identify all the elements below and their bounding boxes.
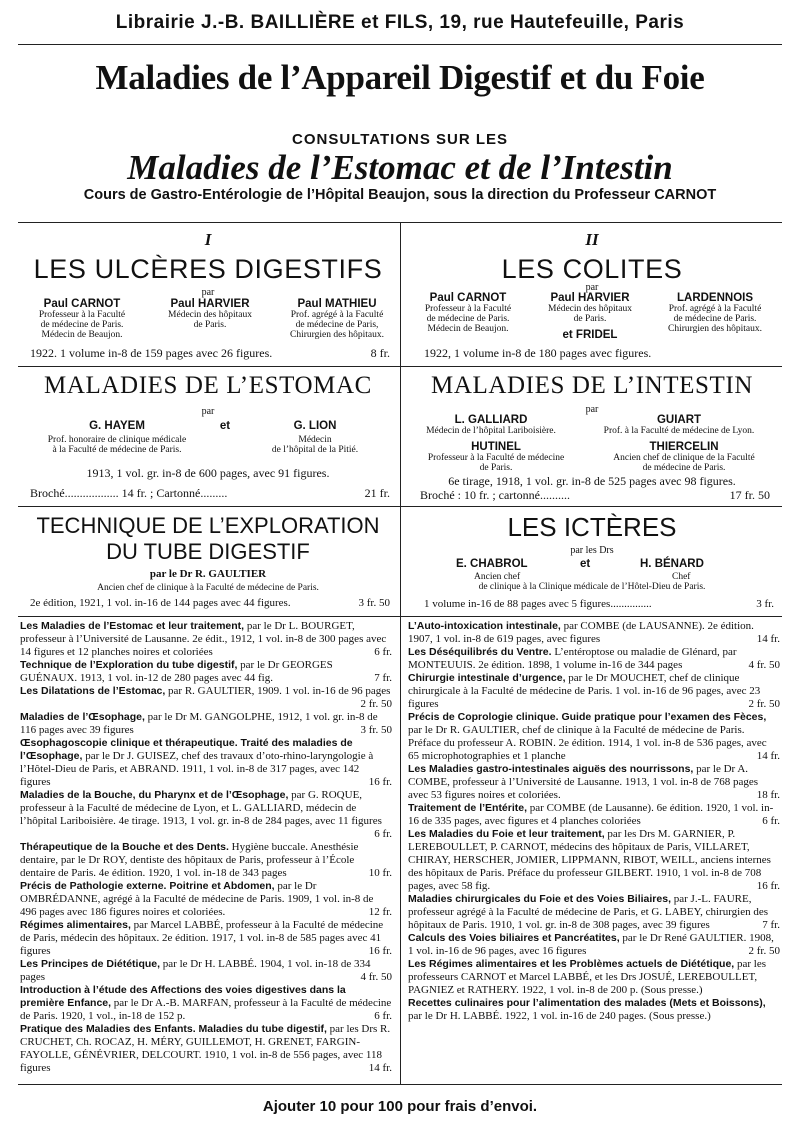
author-benard: H. BÉNARD	[640, 558, 704, 570]
list-item: Maladies chirurgicales du Foie et des Voies Biliaires, par J.-L. FAURE, professeur agrégé à la Faculté de médecine de Paris, et G. LABEY, chirurgien des hôpitaux de Paris. 1910, 1 vol. gr. in-8 de 308 pages, avec 39 figures 7 fr.	[408, 893, 780, 931]
publisher-line: Librairie J.-B. BAILLIÈRE et FILS, 19, rue Hautefeuille, Paris	[115, 12, 685, 33]
list-item: Régimes alimentaires, par Marcel LABBÉ, professeur à la Faculté de médecine de Paris, médecin des hôpitaux. 2e édition. 1917, 1 vol. in-8 de 585 pages avec 41 figures 16 fr.	[20, 919, 392, 957]
list-item: Les Régimes alimentaires et les Problèmes actuels de Diététique, par les professeurs CARNOT et Marcel LABBÉ, et les Drs JOSUÉ, LEREBOULLET, PAGNIEZ et RATHERY. 1922, 1 vol. in-8 de 200 p. (Sous presse.)	[408, 958, 766, 996]
divider	[18, 616, 782, 617]
list-item: Les Dilatations de l’Estomac, par R. GAULTIER, 1909. 1 vol. in-16 de 96 pages 2 fr. 50	[20, 685, 392, 710]
author-affiliation: Chef	[672, 572, 691, 582]
author-carnot: Paul CARNOT Professeur à la Faculté de médecine de Paris. Médecin de Beaujon.	[38, 298, 126, 340]
publication-info: 6e tirage, 1918, 1 vol. gr. in-8 de 525 pages avec 98 figures.	[448, 474, 736, 488]
divider	[18, 366, 782, 367]
list-item: Les Maladies du Foie et leur traitement, par les Drs M. GARNIER, P. LEREBOULLET, P. CARNOT, médecins des hôpitaux de Paris, VILLARET, CHIRAY, HERSCHER, JOMIER, LIPPMANN, RIBOT, WEILL, anciens internes des hôpitaux de Paris. Préface du professeur GILBERT. 1910, 1 vol. in-8 de 708 pages, avec 58 fig. 16 fr.	[408, 828, 780, 892]
author-guiart: GUIART Prof. à la Faculté de médecine de Lyon.	[603, 414, 755, 436]
author-mathieu: Paul MATHIEU Prof. agrégé à la Faculté de médecine de Paris, Chirurgien des hôpitaux.	[289, 298, 385, 340]
author-galliard: L. GALLIARD Médecin de l’hôpital Lariboisière.	[426, 414, 556, 436]
section-title-technique-2: DU TUBE DIGESTIF	[106, 539, 310, 564]
section-title-colites: LES COLITES	[501, 254, 683, 284]
page-title: Maladies de l’Appareil Digestif et du Foie	[95, 58, 705, 97]
list-item: Pratique des Maladies des Enfants. Maladies du tube digestif, par les Drs R. CRUCHET, Ch. ROCAZ, H. MÉRY, GUILLEMOT, H. GRENET, FARGIN-FAYOLLE, GÉNÉVRIER, DELCOURT. 1910, 1 vol. in-8 de 556 pages, avec 118 figures 14 fr.	[20, 1023, 392, 1074]
list-item: Traitement de l’Entérite, par COMBE (de Lausanne). 6e édition. 1920, 1 vol. in-16 de 335 pages, avec figures et 4 planches coloriées 6 fr.	[408, 802, 780, 827]
publication-info: 1922, 1 volume in-8 de 180 pages avec figures.	[424, 346, 652, 360]
volume-numeral: II	[585, 230, 599, 249]
list-item: Les Maladies de l’Estomac et leur traitement, par le Dr L. BOURGET, professeur à l’Université de Lausanne. 2e édit., 1912, 1 vol. in-8 de 300 pages avec 14 figures et 12 planches noires et coloriées 6 fr.	[20, 620, 392, 658]
shipping-note: Ajouter 10 pour 100 pour frais d’envoi.	[262, 1098, 538, 1115]
par-label: par les Drs	[570, 545, 614, 556]
author-harvier: Paul HARVIER Médecin des hôpitaux de Paris.	[548, 292, 632, 324]
author-carnot: Paul CARNOT Professeur à la Faculté de médecine de Paris. Médecin de Beaujon.	[424, 292, 512, 334]
list-item: Thérapeutique de la Bouche et des Dents. Hygiène buccale. Anesthésie dentaire, par le Dr ROY, dentiste des hôpitaux de Paris, professeur à l’École dentaire de Paris. 4e édition. 1920, 1 vol. in-18 de 343 pages 10 fr.	[20, 841, 392, 879]
par-label: par	[585, 282, 599, 293]
author-hayem: G. HAYEM Prof. honoraire de clinique médicale à la Faculté de médecine de Paris.	[47, 420, 187, 455]
section-title-technique: TECHNIQUE DE L’EXPLORATION	[36, 513, 380, 538]
author-chabrol: E. CHABROL	[456, 558, 528, 570]
par-label: par	[201, 287, 215, 298]
book-list-right	[408, 620, 780, 1023]
author-lardennois: LARDENNOIS Prof. agrégé à la Faculté de médecine de Paris. Chirurgien des hôpitaux.	[667, 292, 763, 334]
divider	[18, 506, 782, 507]
list-item: Les Principes de Diététique, par le Dr H. LABBÉ. 1904, 1 vol. in-18 de 334 pages 4 fr. 50	[20, 958, 392, 983]
price-line: Broché : 10 fr. ; cartonné.......... 17 fr. 50	[420, 488, 770, 502]
volume-numeral: I	[204, 230, 212, 249]
divider	[18, 44, 782, 45]
publication-info: 1922. 1 volume in-8 de 159 pages avec 26 figures. 8 fr.	[30, 346, 390, 360]
section-title-icteres: LES ICTÈRES	[507, 512, 677, 542]
list-item: Précis de Coprologie clinique. Guide pratique pour l’examen des Fèces, par le Dr R. GAULTIER, chef de clinique à la Faculté de médecine de Paris. Préface du professeur A. ROBIN. 2e édition. 1914, 1 vol. in-8 de 536 pages, avec 65 microphotographies et 1 planche 14 fr.	[408, 711, 780, 762]
list-item: Technique de l’Exploration du tube digestif, par le Dr GEORGES GUÉNAUX. 1913, 1 vol. in-12 de 280 pages avec 44 fig. 7 fr.	[20, 659, 392, 684]
list-item: Chirurgie intestinale d’urgence, par le Dr MOUCHET, chef de clinique chirurgicale à la Faculté de médecine de Paris. 1 vol. in-16 de 96 pages, avec 23 figures 2 fr. 50	[408, 672, 780, 710]
author-harvier: Paul HARVIER Médecin des hôpitaux de Paris.	[168, 298, 252, 330]
author-gaultier: par le Dr R. GAULTIER	[149, 568, 267, 580]
list-item: Calculs des Voies biliaires et Pancréatites, par le Dr René GAULTIER. 1908, 1 vol. in-16 de 96 pages, avec 16 figures 2 fr. 50	[408, 932, 780, 957]
list-item: Maladies de l’Œsophage, par le Dr M. GANGOLPHE, 1912, 1 vol. gr. in-8 de 116 pages avec 39 figures 3 fr. 50	[20, 711, 392, 736]
series-title: Maladies de l’Estomac et de l’Intestin	[127, 148, 673, 187]
publication-info: 2e édition, 1921, 1 vol. in-16 de 144 pages avec 44 figures. 3 fr. 50	[30, 597, 390, 609]
consultations-heading: CONSULTATIONS SUR LES	[292, 131, 508, 148]
publication-info: 1 volume in-16 de 88 pages avec 5 figures............... 3 fr.	[424, 598, 774, 610]
course-line: Cours de Gastro-Entérologie de l’Hôpital Beaujon, sous la direction du Professeur CARNOT	[83, 187, 717, 203]
author-lion: G. LION Médecin de l’hôpital de la Pitié.	[271, 420, 359, 455]
author-affiliation: de clinique à la Clinique médicale de l’Hôtel-Dieu de Paris.	[478, 582, 706, 592]
list-item: Précis de Pathologie externe. Poitrine et Abdomen, par le Dr OMBRÉDANNE, agrégé à la Faculté de médecine de Paris. 1909, 1 vol. in-8 de 496 pages avec 186 figures noires et coloriées. 12 fr.	[20, 880, 392, 918]
author-fridel: et FRIDEL	[562, 329, 618, 341]
publication-info: 1913, 1 vol. gr. in-8 de 600 pages, avec 91 figures.	[86, 466, 330, 480]
author-hutinel: HUTINEL Professeur à la Faculté de médecine de Paris.	[427, 441, 565, 473]
and-label: et	[580, 558, 591, 570]
list-item: Recettes culinaires pour l’alimentation des malades (Mets et Boissons), par le Dr H. LABBÉ. 1922, 1 vol. in-16 de 240 pages. (Sous presse.)	[408, 997, 766, 1022]
column-divider	[400, 222, 401, 1084]
par-label: par	[585, 404, 599, 415]
list-item: Introduction à l’étude des Affections des voies digestives dans la première Enfance, par le Dr A.-B. MARFAN, professeur à la Faculté de médecine de Paris. 1920, 1 vol., in-18 de 152 p. 6 fr.	[20, 984, 392, 1022]
list-item: Œsophagoscopie clinique et thérapeutique. Traité des maladies de l’Œsophage, par le Dr J. GUISEZ, chef des travaux d’oto-rhino-laryngologie à l’Hôtel-Dieu de Paris, et ABRAND. 1911, 1 vol. in-8 de 317 pages, avec 142 figures 16 fr.	[20, 737, 392, 788]
section-title-estomac: MALADIES DE L’ESTOMAC	[44, 372, 372, 399]
price-line: Broché.................. 14 fr. ; Cartonné......... 21 fr.	[30, 486, 390, 500]
par-label: par	[201, 406, 215, 417]
list-item: Maladies de la Bouche, du Pharynx et de l’Œsophage, par G. ROQUE, professeur à la Faculté de médecine de Lyon, et L. GALLIARD, médecin de l’hôpital Lariboisière. 4e tirage. 1913, 1 vol. gr. in-8 de 284 pages, avec 11 figures 6 fr.	[20, 789, 392, 840]
author-affiliation: Ancien chef	[474, 572, 521, 582]
section-title-intestin: MALADIES DE L’INTESTIN	[431, 372, 753, 399]
list-item: L’Auto-intoxication intestinale, par COMBE (de LAUSANNE). 2e édition. 1907, 1 vol. in-8 de 619 pages, avec figures 14 fr.	[408, 620, 780, 645]
section-title-ulceres: LES ULCÈRES DIGESTIFS	[33, 254, 383, 284]
and-label: et	[219, 420, 231, 432]
book-list-left	[20, 620, 392, 1075]
author-thiercelin: THIERCELIN Ancien chef de clinique de la Faculté de médecine de Paris.	[613, 441, 755, 473]
author-affiliation: Ancien chef de clinique à la Faculté de médecine de Paris.	[97, 583, 319, 593]
divider	[18, 1084, 782, 1085]
list-item: Les Maladies gastro-intestinales aiguës des nourrissons, par le Dr A. COMBE, professeur à l’Université de Lausanne. 1913, 1 vol. in-8 de 768 pages avec 53 figures noires et coloriées. 18 fr.	[408, 763, 780, 801]
list-item: Les Déséquilibrés du Ventre. L’entéroptose ou maladie de Glénard, par MONTEUUIS. 2e édition. 1898, 1 volume in-16 de 344 pages 4 fr. 50	[408, 646, 780, 671]
